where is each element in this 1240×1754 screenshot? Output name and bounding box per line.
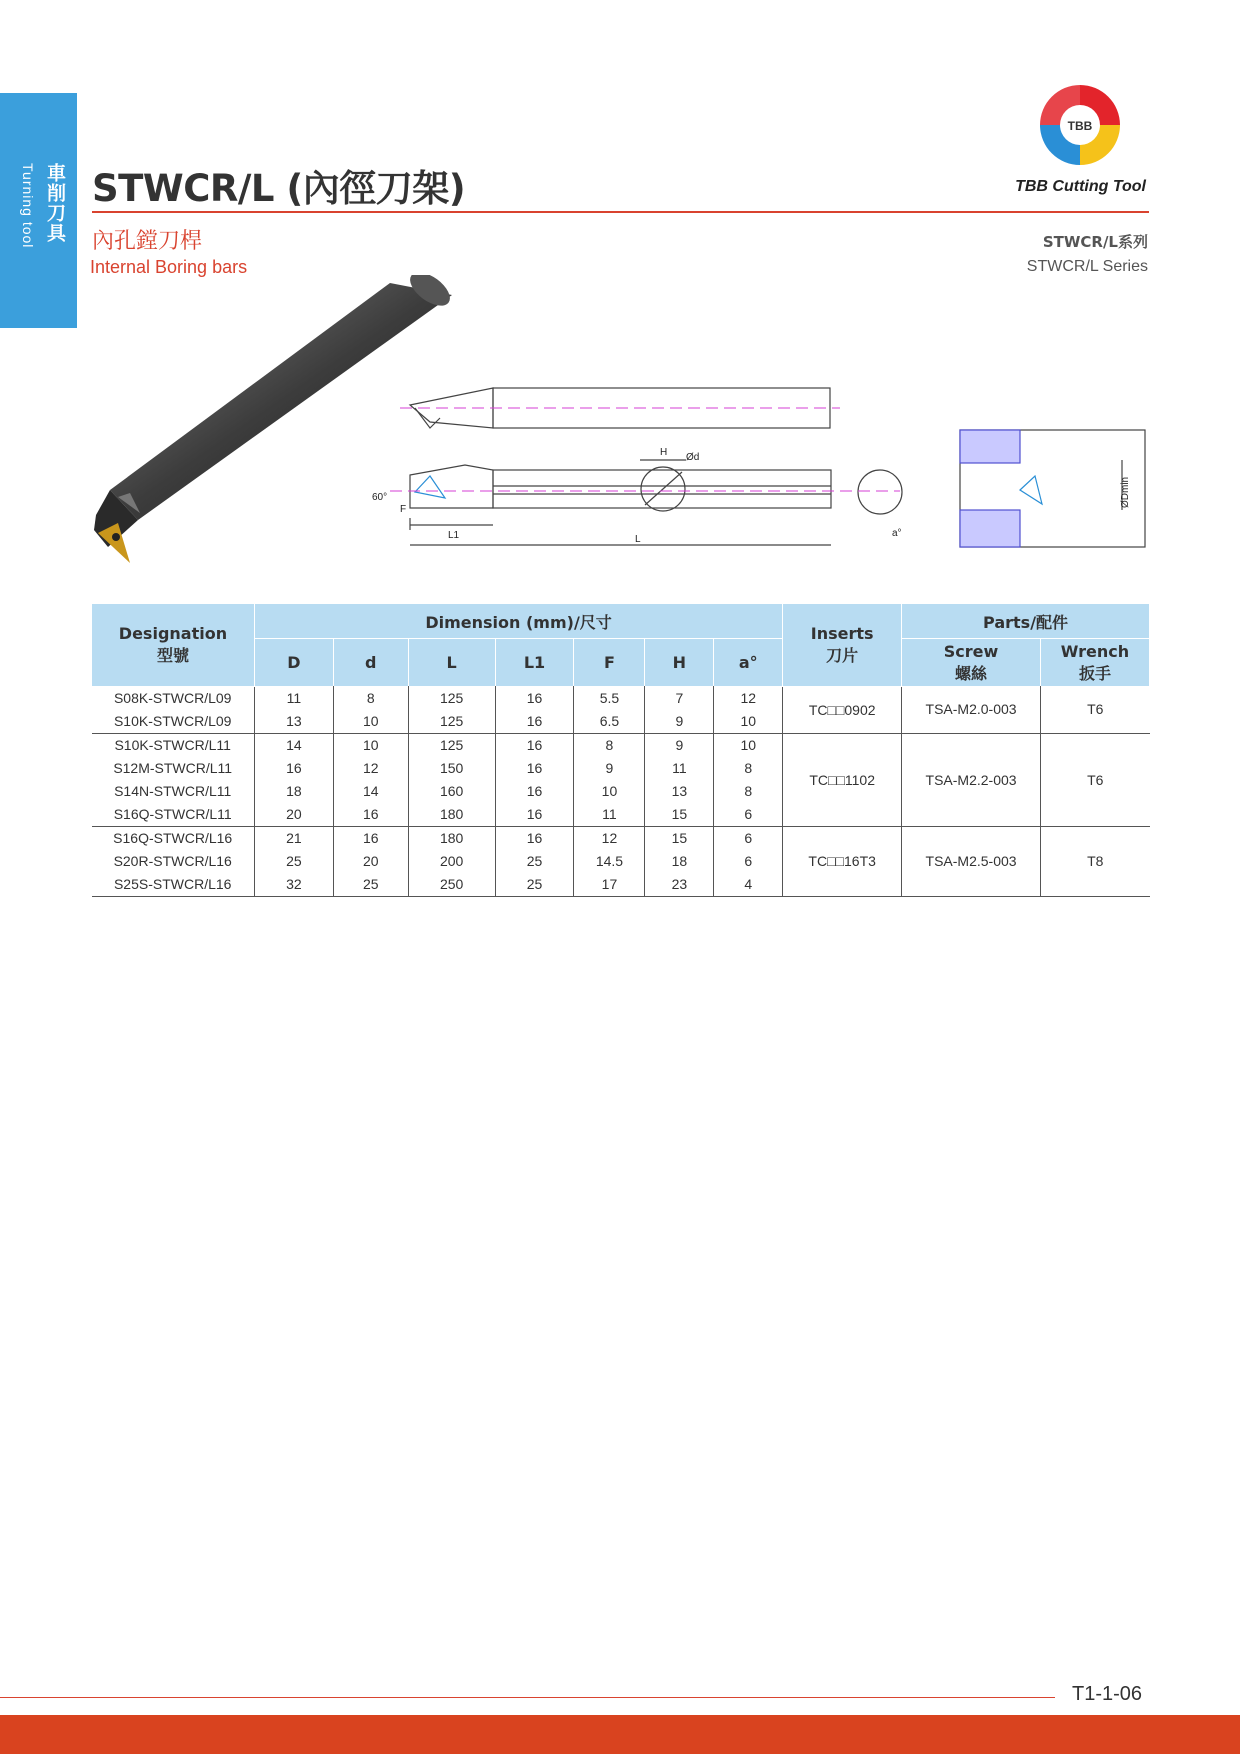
dimension-cell: 20 <box>333 850 408 873</box>
dim-header: L1 <box>495 639 574 687</box>
dimension-cell: 9 <box>645 710 714 734</box>
wrench-cell: T8 <box>1040 826 1149 896</box>
dimension-cell: 32 <box>254 873 333 897</box>
dimension-cell: 125 <box>408 733 495 757</box>
dimension-cell: 16 <box>495 733 574 757</box>
dimension-cell: 14.5 <box>574 850 645 873</box>
footer-bar <box>0 1715 1240 1754</box>
label-d: Ød <box>686 452 700 463</box>
dimension-cell: 8 <box>333 686 408 710</box>
dimension-cell: 15 <box>645 826 714 850</box>
dimension-cell: 25 <box>495 850 574 873</box>
dimension-cell: 200 <box>408 850 495 873</box>
dimension-cell: 21 <box>254 826 333 850</box>
table-row <box>92 826 1150 850</box>
dimension-cell: 6 <box>714 826 783 850</box>
label-f: F <box>400 504 407 515</box>
dimension-cell: 16 <box>333 803 408 827</box>
designation-cell: S16Q-STWCR/L16 <box>113 830 233 846</box>
insert-cell: TC□□16T3 <box>783 826 902 896</box>
side-tab-en: Turning tool <box>20 163 36 249</box>
wrench-header: Wrench 扳手 <box>1040 639 1149 687</box>
dimension-cell: 250 <box>408 873 495 897</box>
dimension-cell: 13 <box>254 710 333 734</box>
subtitle-en: Internal Boring bars <box>90 257 248 277</box>
dimension-cell: 10 <box>574 780 645 803</box>
designation-header: Designation 型號 <box>92 604 255 686</box>
insert-cell: TC□□1102 <box>783 733 902 826</box>
dimension-cell: 16 <box>495 686 574 710</box>
dim-header: D <box>254 639 333 687</box>
screw-cell: TSA-M2.5-003 <box>902 826 1041 896</box>
dimension-cell: 14 <box>254 733 333 757</box>
page-title: STWCR/L (內徑刀架) <box>92 167 466 210</box>
logo-text: TBB <box>1067 119 1093 133</box>
designation-cell: S16Q-STWCR/L11 <box>92 803 255 827</box>
series-en: STWCR/L Series <box>1026 258 1148 275</box>
dimension-cell: 16 <box>333 826 408 850</box>
inserts-header: Inserts 刀片 <box>783 604 902 686</box>
subtitle-cn: 內孔鏜刀桿 <box>92 229 203 254</box>
series-cn: STWCR/L系列 <box>1042 233 1148 251</box>
dimension-cell: 16 <box>495 826 574 850</box>
dimension-cell: 16 <box>495 780 574 803</box>
dimension-cell: 23 <box>645 873 714 897</box>
dim-header: H <box>645 639 714 687</box>
dimension-cell: 11 <box>254 686 333 710</box>
dimension-cell: 7 <box>645 686 714 710</box>
label-l1: L1 <box>448 530 460 541</box>
dimension-cell: 5.5 <box>574 686 645 710</box>
dimension-cell: 16 <box>254 757 333 780</box>
dimension-cell: 16 <box>495 803 574 827</box>
designation-cell: S14N-STWCR/L11 <box>114 783 232 799</box>
dimension-cell: 14 <box>333 780 408 803</box>
dimension-cell: 180 <box>408 826 495 850</box>
wrench-cell: T6 <box>1040 733 1149 826</box>
insert-cell: TC□□0902 <box>783 686 902 733</box>
dimension-cell: 6 <box>714 803 783 827</box>
dimension-cell: 9 <box>645 733 714 757</box>
table-row <box>92 686 1150 710</box>
label-l: L <box>635 534 641 545</box>
dimension-cell: 10 <box>714 733 783 757</box>
side-tab-cn: 車削刀具 <box>44 163 66 243</box>
dimension-cell: 25 <box>495 873 574 897</box>
screw-header: Screw 螺絲 <box>902 639 1041 687</box>
designation-cell: S25S-STWCR/L16 <box>92 873 255 897</box>
side-tab <box>0 93 77 328</box>
dim-header: a° <box>714 639 783 687</box>
screw-cell: TSA-M2.2-003 <box>902 733 1041 826</box>
dimension-cell: 150 <box>408 757 495 780</box>
dimension-cell: 10 <box>333 733 408 757</box>
parts-header: Parts/配件 <box>902 604 1150 639</box>
label-dmin: ØDmin <box>1120 476 1131 508</box>
designation-cell: S20R-STWCR/L16 <box>113 853 232 869</box>
dimension-cell: 4 <box>714 873 783 897</box>
dimension-cell: 10 <box>333 710 408 734</box>
dimension-cell: 10 <box>714 710 783 734</box>
label-a: a° <box>892 528 902 539</box>
dimension-cell: 6.5 <box>574 710 645 734</box>
label-h: H <box>660 447 668 458</box>
screw-cell: TSA-M2.0-003 <box>902 686 1041 733</box>
dimension-cell: 16 <box>495 710 574 734</box>
dimension-cell: 18 <box>645 850 714 873</box>
spec-table <box>91 604 1150 897</box>
dimension-cell: 8 <box>574 733 645 757</box>
page-number: T1-1-06 <box>1072 1683 1143 1705</box>
dimension-cell: 20 <box>254 803 333 827</box>
designation-cell: S10K-STWCR/L11 <box>114 737 231 753</box>
header-divider <box>92 211 1149 213</box>
dimension-cell: 25 <box>254 850 333 873</box>
tbb-logo <box>1035 80 1125 170</box>
dimension-cell: 125 <box>408 686 495 710</box>
footer-divider <box>0 1697 1055 1698</box>
dimension-cell: 11 <box>574 803 645 827</box>
dimension-cell: 6 <box>714 850 783 873</box>
dimension-cell: 17 <box>574 873 645 897</box>
dim-header: d <box>333 639 408 687</box>
dimension-header: Dimension (mm)/尺寸 <box>254 604 782 639</box>
dimension-cell: 25 <box>333 873 408 897</box>
dimension-cell: 12 <box>714 686 783 710</box>
dimension-cell: 160 <box>408 780 495 803</box>
table-row <box>92 733 1150 757</box>
brand-name: TBB Cutting Tool <box>1015 178 1146 195</box>
dimension-cell: 125 <box>408 710 495 734</box>
dimension-cell: 8 <box>714 757 783 780</box>
dimension-cell: 15 <box>645 803 714 827</box>
dimension-cell: 12 <box>333 757 408 780</box>
technical-drawing <box>370 380 1150 560</box>
dim-header: F <box>574 639 645 687</box>
dimension-cell: 16 <box>495 757 574 780</box>
designation-cell: S10K-STWCR/L09 <box>92 710 255 734</box>
dimension-cell: 11 <box>645 757 714 780</box>
wrench-cell: T6 <box>1040 686 1149 733</box>
dimension-cell: 12 <box>574 826 645 850</box>
dimension-cell: 18 <box>254 780 333 803</box>
designation-cell: S08K-STWCR/L09 <box>113 690 232 706</box>
dim-header: L <box>408 639 495 687</box>
label-angle: 60° <box>372 492 388 503</box>
dimension-cell: 9 <box>574 757 645 780</box>
dimension-cell: 8 <box>714 780 783 803</box>
designation-cell: S12M-STWCR/L11 <box>113 760 233 776</box>
dimension-cell: 180 <box>408 803 495 827</box>
dimension-cell: 13 <box>645 780 714 803</box>
